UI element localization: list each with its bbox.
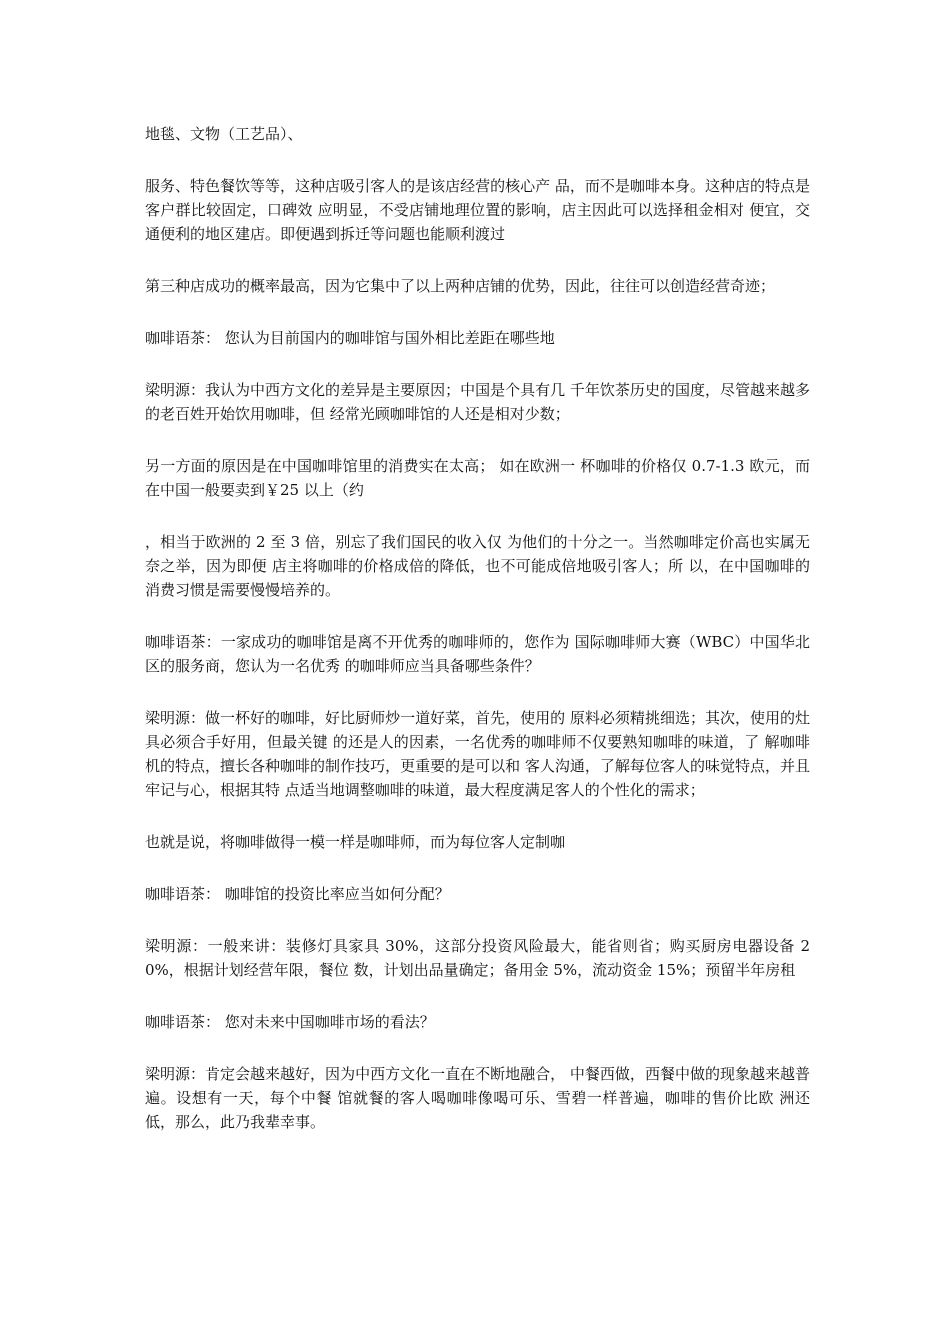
question-barista-qualities: 咖啡语茶：一家成功的咖啡馆是离不开优秀的咖啡师的，您作为 国际咖啡师大赛（WBC）中国华北区的服务商，您认为一名优秀 的咖啡师应当具备哪些条件？ bbox=[145, 633, 810, 675]
paragraph-artifacts-list: 地毯、文物（工艺品）、 bbox=[145, 125, 303, 143]
question-market-outlook: 咖啡语茶： 您对未来中国咖啡市场的看法？ bbox=[145, 1013, 435, 1031]
question-investment-ratio: 咖啡语茶： 咖啡馆的投资比率应当如何分配？ bbox=[145, 885, 450, 903]
paragraph-third-shop: 第三种店成功的概率最高，因为它集中了以上两种店铺的优势，因此，往往可以创造经营奇迹； bbox=[145, 277, 776, 295]
document-body bbox=[145, 122, 810, 1162]
paragraph-price-comparison: ，相当于欧洲的 2 至 3 倍，别忘了我们国民的收入仅 为他们的十分之一。当然咖啡定价高也实属无奈之举，因为即便 店主将咖啡的价格成倍的降低，也不可能成倍地吸引客人；所 以，在中国咖啡的消费习惯是需要慢慢培养的。 bbox=[145, 533, 810, 599]
answer-barista-qualities: 梁明源：做一杯好的咖啡，好比厨师炒一道好菜，首先，使用的 原料必须精挑细选；其次，使用的灶具必须合手好用，但最关键 的还是人的因素，一名优秀的咖啡师不仅要熟知咖啡的味道，了 解咖啡机的特点，擅长各种咖啡的制作技巧，更重要的是可以和 客人沟通，了解每位客人的味觉特点，并且牢记与心，根据其特 点适当地调整咖啡的味道，最大程度满足客人的个性化的需求； bbox=[145, 709, 810, 799]
answer-cultural-difference: 梁明源：我认为中西方文化的差异是主要原因；中国是个具有几 千年饮茶历史的国度，尽管越来越多的老百姓开始饮用咖啡，但 经常光顾咖啡馆的人还是相对少数； bbox=[145, 381, 810, 423]
paragraph-high-cost: 另一方面的原因是在中国咖啡馆里的消费实在太高； 如在欧洲一 杯咖啡的价格仅 0.7-1.3 欧元，而在中国一般要卖到￥25 以上（约 bbox=[145, 457, 810, 499]
answer-market-outlook: 梁明源：肯定会越来越好，因为中西方文化一直在不断地融合， 中餐西做，西餐中做的现象越来越普遍。设想有一天，每个中餐 馆就餐的客人喝咖啡像喝可乐、雪碧一样普遍，咖啡的售价比欧 洲还低，那么，此乃我辈幸事。 bbox=[145, 1065, 810, 1131]
question-gap-abroad: 咖啡语茶： 您认为目前国内的咖啡馆与国外相比差距在哪些地 bbox=[145, 329, 555, 347]
paragraph-themed-shop: 服务、特色餐饮等等，这种店吸引客人的是该店经营的核心产 品，而不是咖啡本身。这种店的特点是客户群比较固定，口碑效 应明显，不受店铺地理位置的影响，店主因此可以选择租金相对 便宜，交通便利的地区建店。即便遇到拆迁等问题也能顺利渡过 bbox=[145, 177, 810, 243]
answer-investment-ratio: 梁明源：一般来讲：装修灯具家具 30%，这部分投资风险最大，能省则省；购买厨房电器设备 20%，根据计划经营年限，餐位 数，计划出品量确定；备用金 5%，流动资金 15%；预留半年房租 bbox=[145, 937, 810, 979]
paragraph-barista-definition: 也就是说，将咖啡做得一模一样是咖啡师，而为每位客人定制咖 bbox=[145, 833, 566, 851]
